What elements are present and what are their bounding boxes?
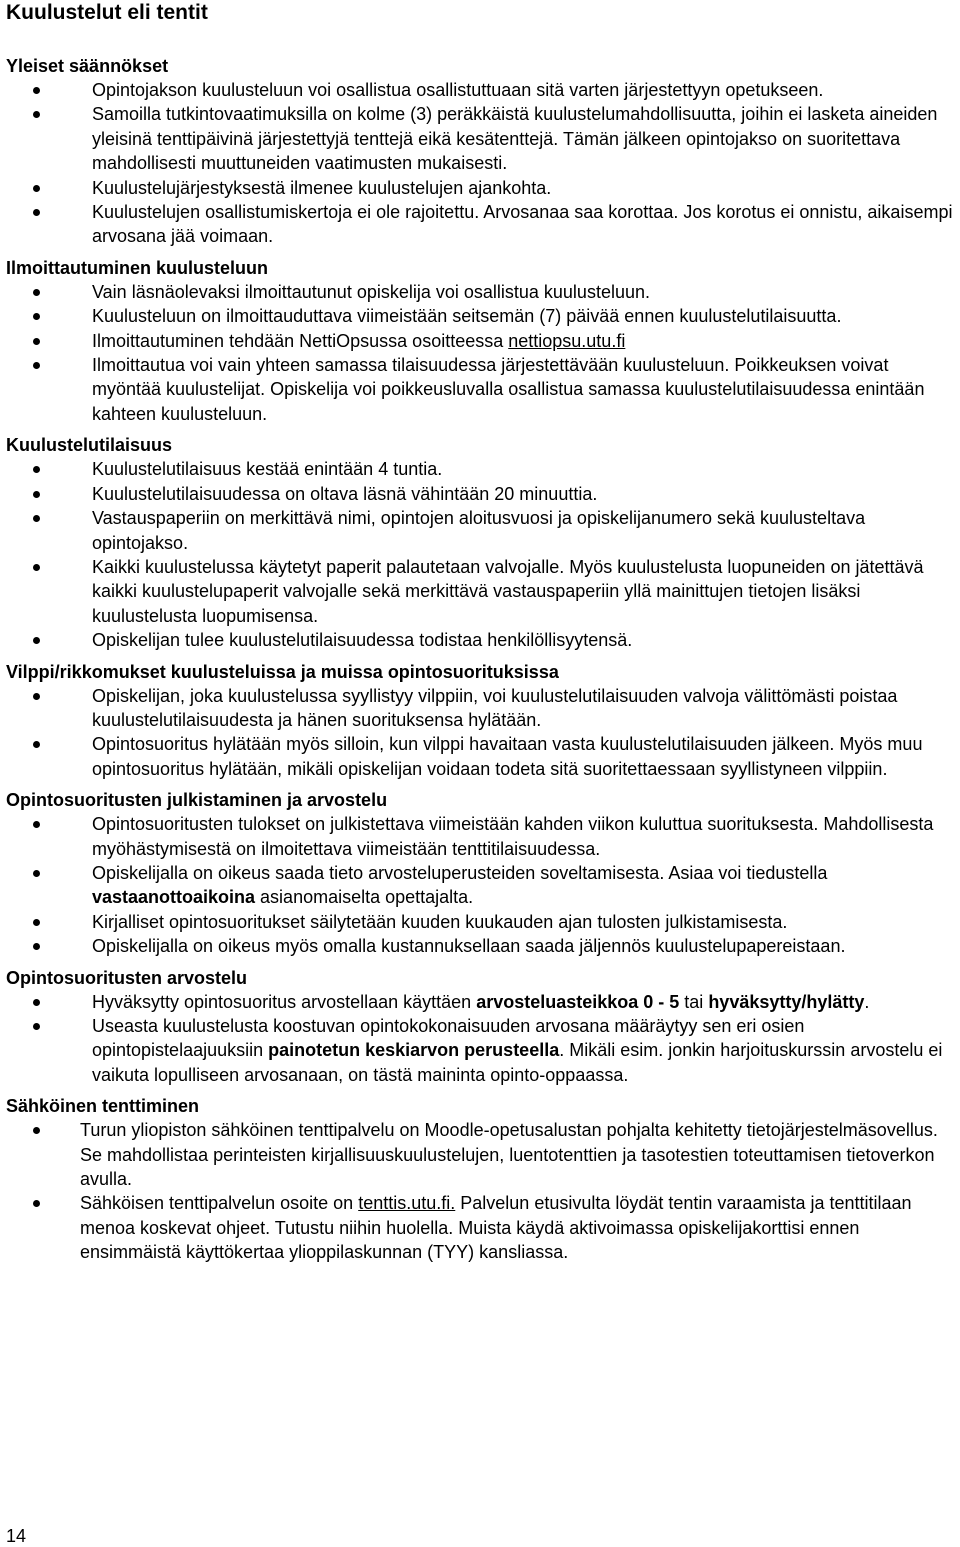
bullet-icon xyxy=(33,564,40,571)
sections-container xyxy=(6,54,954,1265)
bullet-icon xyxy=(33,111,40,118)
bullet-icon xyxy=(33,209,40,216)
bullet-icon xyxy=(33,515,40,522)
bullet-icon xyxy=(33,870,40,877)
list-item xyxy=(6,176,954,200)
bold-text: hyväksytty/hylätty xyxy=(708,991,865,1012)
section-arvostelu xyxy=(6,966,954,1088)
list-item xyxy=(6,457,954,481)
bullet-list xyxy=(6,280,954,426)
list-item xyxy=(6,102,954,175)
page-title: Kuulustelut eli tentit xyxy=(6,1,208,24)
list-item xyxy=(6,482,954,506)
item-text: . xyxy=(864,991,870,1012)
section-vilppi xyxy=(6,660,954,782)
item-text: Kirjalliset opintosuoritukset säilytetään kuuden kuukauden ajan tulosten julkistamisesta. xyxy=(92,911,788,932)
item-text: Ilmoittautuminen tehdään NettiOpsussa osoitteessa xyxy=(92,330,509,351)
bullet-list xyxy=(6,990,954,1088)
item-text: Ilmoittautua voi vain yhteen samassa tilaisuudessa järjestettävään kuulusteluun. Poikkeuksen voivat myöntää kuulustelijat. Opiskelija voi poikkeusluvalla osallistua samassa kuulustelutilaisuudessa enintään kahteen kuulusteluun. xyxy=(92,355,925,424)
nettiopsu-link[interactable]: nettiopsu.utu.fi xyxy=(508,330,626,351)
item-text: Opiskelijalla on oikeus myös omalla kustannuksellaan saada jäljennös kuulustelupapereistaan. xyxy=(92,936,846,957)
bullet-list xyxy=(6,1118,954,1264)
item-text: Turun yliopiston sähköinen tenttipalvelu on Moodle-opetusalustan pohjalta kehitetty tietojärjestelmäsovellus. Se mahdollistaa perinteisten kirjallisuuskuulustelujen, luentotenttien ja tasotestien toteuttamisen tietoverkon avulla. xyxy=(80,1120,938,1190)
list-item xyxy=(6,990,954,1014)
bullet-icon xyxy=(33,491,40,498)
bullet-icon xyxy=(33,821,40,828)
list-item xyxy=(6,506,954,555)
list-item xyxy=(6,1191,954,1264)
bullet-icon xyxy=(33,693,40,700)
item-text: Vain läsnäolevaksi ilmoittautunut opiskelija voi osallistua kuulusteluun. xyxy=(92,281,650,302)
bullet-list xyxy=(6,78,954,249)
list-item xyxy=(6,200,954,249)
item-text: Kuulustelutilaisuudessa on oltava läsnä vähintään 20 minuuttia. xyxy=(92,483,598,504)
bullet-icon xyxy=(33,185,40,192)
bullet-icon xyxy=(33,1127,40,1134)
bullet-list xyxy=(6,812,954,958)
section-kuulustelutilaisuus xyxy=(6,433,954,652)
item-text: . Mikäli esim. jonkin harjoituskurssin arvostelu ei vaikuta lopulliseen arvosanaan, on tästä maininta opinto-oppaassa. xyxy=(92,1040,943,1085)
item-text: Hyväksytty opintosuoritus arvostellaan käyttäen xyxy=(92,991,477,1012)
bullet-icon xyxy=(33,637,40,644)
item-text: tai xyxy=(679,991,709,1012)
list-item xyxy=(6,812,954,861)
bullet-icon xyxy=(33,87,40,94)
page-number: 14 xyxy=(6,1526,27,1546)
section-sahkoinen-tenttiminen xyxy=(6,1094,954,1264)
section-heading: Opintosuoritusten arvostelu xyxy=(6,967,248,988)
document-page xyxy=(6,0,954,1272)
bullet-icon xyxy=(33,466,40,473)
bold-text: arvosteluasteikkoa 0 - 5 xyxy=(476,991,680,1012)
item-text: Kuulustelutilaisuus kestää enintään 4 tuntia. xyxy=(92,459,443,480)
list-item xyxy=(6,861,954,910)
list-item xyxy=(6,1118,954,1191)
list-item xyxy=(6,1014,954,1087)
item-text: Opiskelijan, joka kuulustelussa syyllistyy vilppiin, voi kuulustelutilaisuuden valvoja välittömästi poistaa kuulustelutilaisuudesta ja hänen suorituksensa hylätään. xyxy=(92,685,898,730)
list-item xyxy=(6,304,954,328)
section-ilmoittautuminen xyxy=(6,256,954,426)
list-item xyxy=(6,78,954,102)
list-item xyxy=(6,628,954,652)
item-text: Opintosuoritusten tulokset on julkistettava viimeistään kahden viikon kuluttua suorituksesta. Mahdollisesta myöhästymisestä on ilmoitettava viimeistään tenttitilaisuudessa. xyxy=(92,814,934,859)
item-text: asianomaiselta opettajalta. xyxy=(255,887,474,908)
bullet-icon xyxy=(33,1200,40,1207)
section-heading: Sähköinen tenttiminen xyxy=(6,1096,200,1117)
list-item xyxy=(6,910,954,934)
section-heading: Ilmoittautuminen kuulusteluun xyxy=(6,257,268,278)
bold-text: painotetun keskiarvon perusteella xyxy=(268,1040,560,1061)
list-item xyxy=(6,329,954,353)
bullet-icon xyxy=(33,1023,40,1030)
item-text: Samoilla tutkintovaatimuksilla on kolme (3) peräkkäistä kuulustelumahdollisuutta, joihin ei lasketa aineiden yleisinä tenttipäivinä järjestettyjä tenttejä eikä kesätenttejä. Tämän jälkeen opintojakso on suoritettava mahdollisesti muuttuneiden vaatimusten mukaisesti. xyxy=(92,104,938,174)
bullet-icon xyxy=(33,741,40,748)
item-text: Opiskelijalla on oikeus saada tieto arvosteluperusteiden soveltamisesta. Asiaa voi tiedustella xyxy=(92,862,828,883)
item-text: Opintosuoritus hylätään myös silloin, kun vilppi havaitaan vasta kuulustelutilaisuuden jälkeen. Myös muu opintosuoritus hylätään, mikäli opiskelijan voidaan todeta sitä suoritettaessaan syyllistyneen vilppiin. xyxy=(92,734,923,779)
item-text: Kuulusteluun on ilmoittauduttava viimeistään seitsemän (7) päivää ennen kuulustelutilaisuutta. xyxy=(92,306,842,327)
item-text: Vastauspaperiin on merkittävä nimi, opintojen aloitusvuosi ja opiskelijanumero sekä kuulusteltava opintojakso. xyxy=(92,508,866,553)
bullet-icon xyxy=(33,338,40,345)
list-item xyxy=(6,684,954,733)
bullet-icon xyxy=(33,289,40,296)
bullet-list xyxy=(6,457,954,652)
section-julkistaminen xyxy=(6,788,954,958)
section-heading: Yleiset säännökset xyxy=(6,56,169,76)
item-text: Useasta kuulustelusta koostuvan opintokokonaisuuden arvosana määräytyy sen eri osien opintopistelaajuuksiin xyxy=(92,1016,805,1061)
list-item xyxy=(6,555,954,628)
bullet-icon xyxy=(33,919,40,926)
item-text: Opintojakson kuulusteluun voi osallistua osallistuttuaan sitä varten järjestettyyn opetukseen. xyxy=(92,80,824,100)
item-text: Sähköisen tenttipalvelun osoite on xyxy=(80,1193,359,1214)
section-heading: Opintosuoritusten julkistaminen ja arvostelu xyxy=(6,790,388,811)
item-text: Palvelun etusivulta löydät tentin varaamista ja tenttitilaan menoa koskevat ohjeet. Tutustu niihin huolella. Muista käydä aktivoimassa opiskelijakorttisi ennen ensimmäistä käyttökertaa ylioppilaskunnan (TYY) kansliassa. xyxy=(80,1193,912,1263)
link[interactable]: tenttis.utu.fi. xyxy=(358,1193,456,1214)
bullet-icon xyxy=(33,362,40,369)
item-text: Opiskelijan tulee kuulustelutilaisuudessa todistaa henkilöllisyytensä. xyxy=(92,630,633,651)
section-yleiset-saannokset xyxy=(6,54,954,249)
item-text: Kuulustelujen osallistumiskertoja ei ole rajoitettu. Arvosanaa saa korottaa. Jos korotus ei onnistu, aikaisempi arvosana jää voimaan. xyxy=(92,202,953,247)
bullet-icon xyxy=(33,943,40,950)
list-item xyxy=(6,934,954,958)
section-heading: Vilppi/rikkomukset kuulusteluissa ja muissa opintosuorituksissa xyxy=(6,661,559,682)
bold-text: vastaanottoaikoina xyxy=(92,887,256,908)
list-item xyxy=(6,280,954,304)
section-heading: Kuulustelutilaisuus xyxy=(6,435,173,456)
list-item xyxy=(6,732,954,781)
bullet-icon xyxy=(33,313,40,320)
item-text: Kuulustelujärjestyksestä ilmenee kuulustelujen ajankohta. xyxy=(92,177,552,198)
bullet-list xyxy=(6,684,954,782)
item-text: Kaikki kuulustelussa käytetyt paperit palautetaan valvojalle. Myös kuulustelusta luopuneiden on jätettävä kaikki kuulustelupaperit valvojalle sekä merkittävä vastauspaperiin yllä mainittujen tietojen lisäksi kuulustelusta luopumisensa. xyxy=(92,556,924,626)
bullet-icon xyxy=(33,999,40,1006)
list-item xyxy=(6,353,954,426)
